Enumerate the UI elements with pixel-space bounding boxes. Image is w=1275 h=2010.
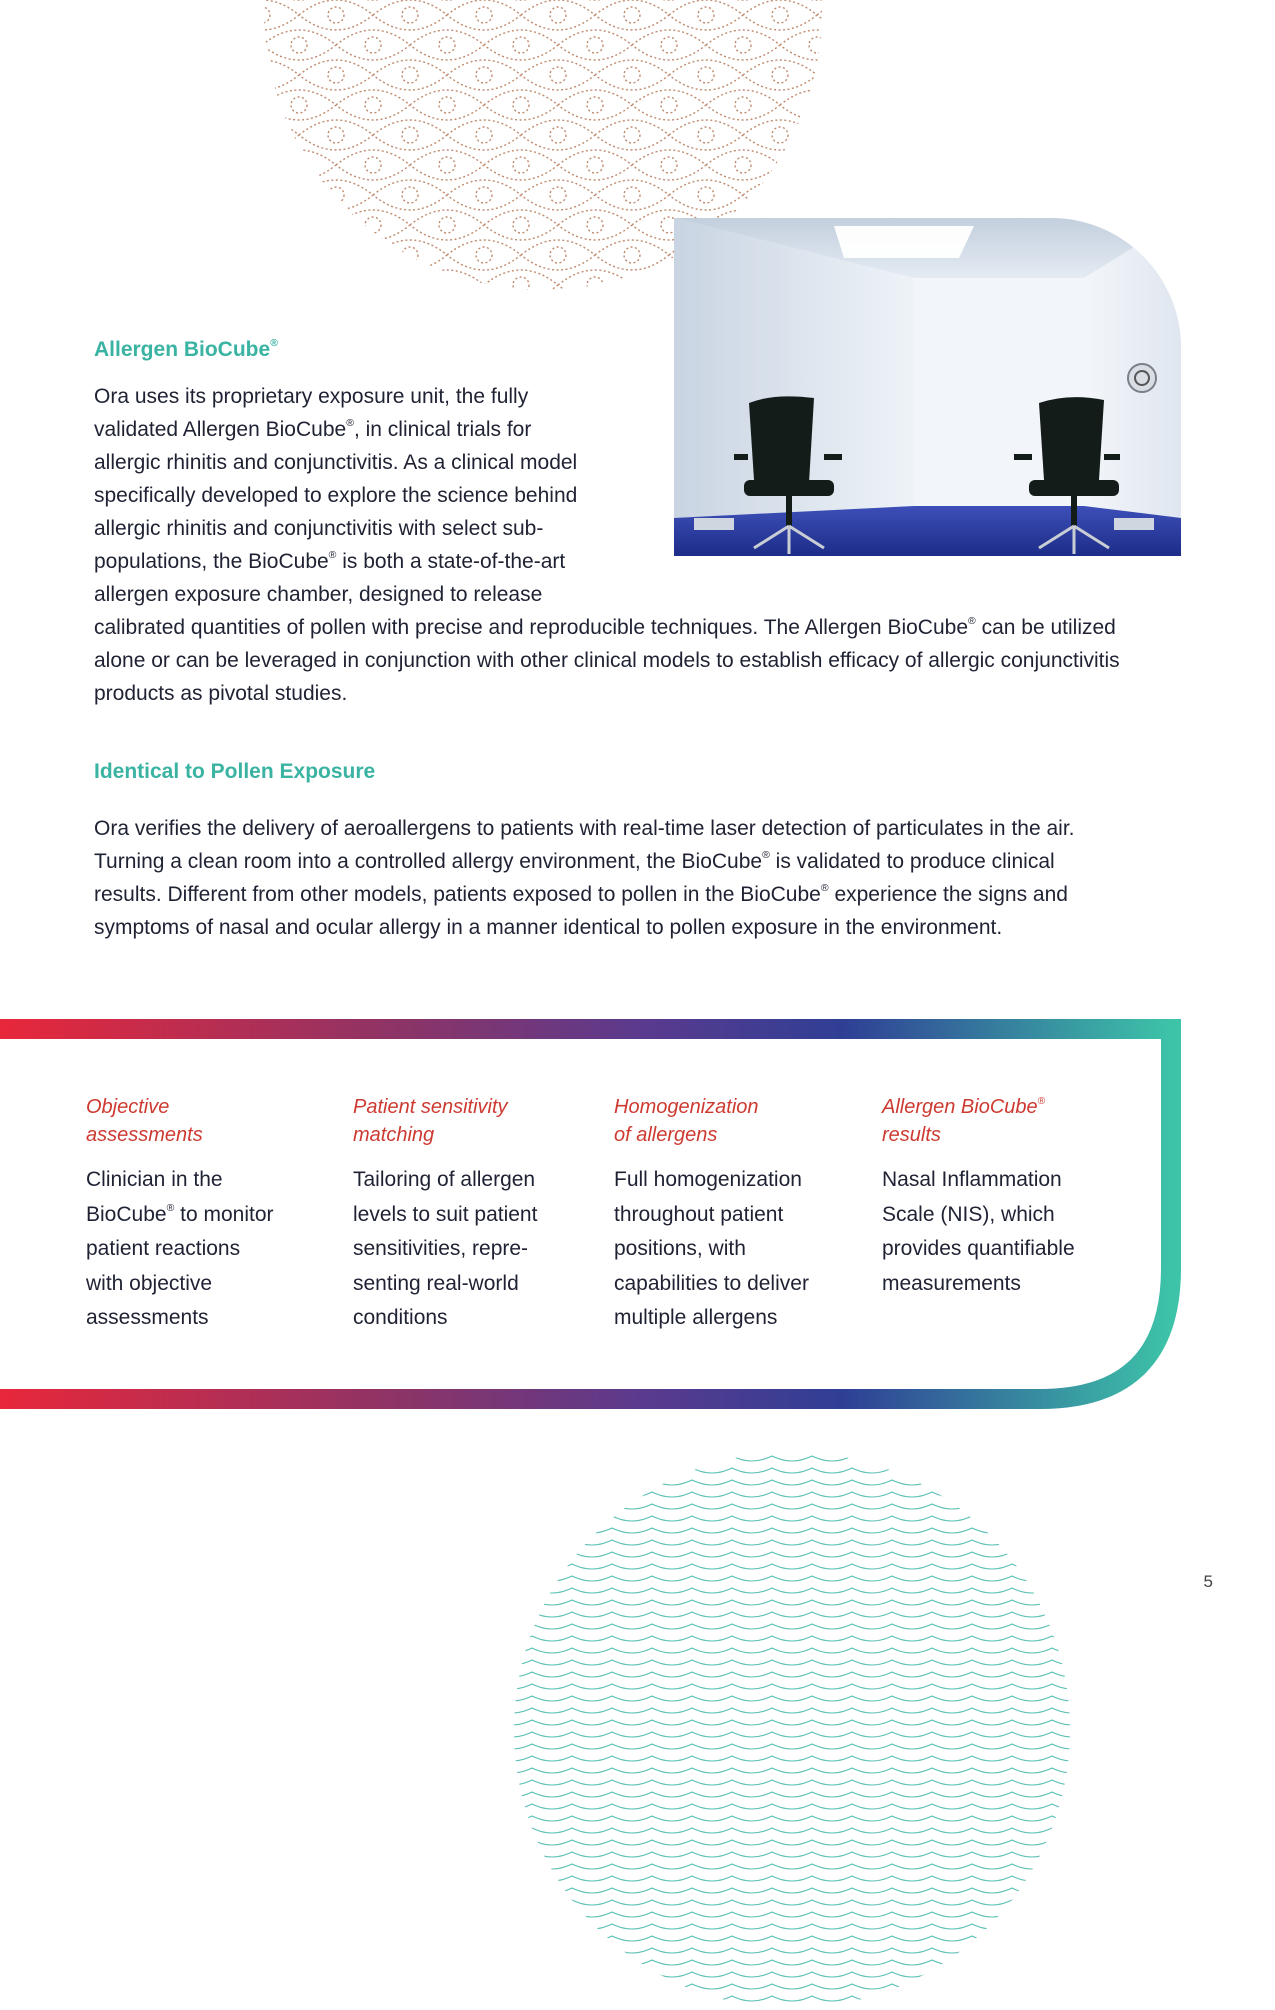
section-body-allergen-biocube: Ora uses its proprietary exposure unit, the fully validated Allergen BioCube®, in clinical trials for allergic rhinitis and conjunctivitis. As a clinical model specifically developed to explore the science behind allergic rhinitis and conjunctivitis with select sub- populations, the BioCube® is both a state-of-the-art allergen exposure chamber, designed to release (94, 385, 578, 606)
section-title-identical-pollen: Identical to Pollen Exposure (94, 760, 376, 783)
feature-body: Clinician in the BioCube® to monitor patient reactions with objective assessments (86, 1168, 274, 1329)
biocube-room-photo (674, 218, 1181, 556)
feature-patient-sensitivity (353, 1093, 593, 1336)
section-body-identical-pollen: Ora verifies the delivery of aeroallergens to patients with real-time laser detection of particulates in the air. Turning a clean room into a controlled allergy environment, the BioCube® is validated to produce clinical results. Different from other models, patients exposed to pollen in the BioCube® experience the signs and symptoms of nasal and ocular allergy in a manner identical to pollen exposure in the environment. (94, 817, 1075, 939)
feature-heading: Allergen BioCube® results (882, 1095, 1046, 1146)
wave-pattern-icon (512, 1450, 1072, 2010)
feature-heading: Objective assessments (86, 1096, 203, 1146)
feature-body: Tailoring of allergen levels to suit patient sensitivities, repre- senting real-world conditions (353, 1168, 538, 1329)
page-number: 5 (1203, 1572, 1213, 1591)
feature-biocube-results (882, 1093, 1132, 1301)
section-body-allergen-biocube-continued: calibrated quantities of pollen with precise and reproducible techniques. The Allergen BioCube® can be utilized alone or can be leveraged in conjunction with other clinical models to establish efficacy of allergic conjunctivitis products as pivotal studies. (94, 615, 1120, 705)
feature-body: Full homogenization throughout patient positions, with capabilities to deliver multiple allergens (614, 1168, 809, 1329)
feature-objective-assessments (86, 1093, 316, 1336)
section-title-allergen-biocube: Allergen BioCube® (94, 337, 278, 361)
feature-heading: Homogenization of allergens (614, 1096, 759, 1146)
feature-homogenization (614, 1093, 864, 1336)
feature-heading: Patient sensitivity matching (353, 1096, 508, 1146)
feature-body: Nasal Inflammation Scale (NIS), which provides quantifiable measurements (882, 1168, 1075, 1295)
room-photo-illustration (674, 218, 1181, 556)
